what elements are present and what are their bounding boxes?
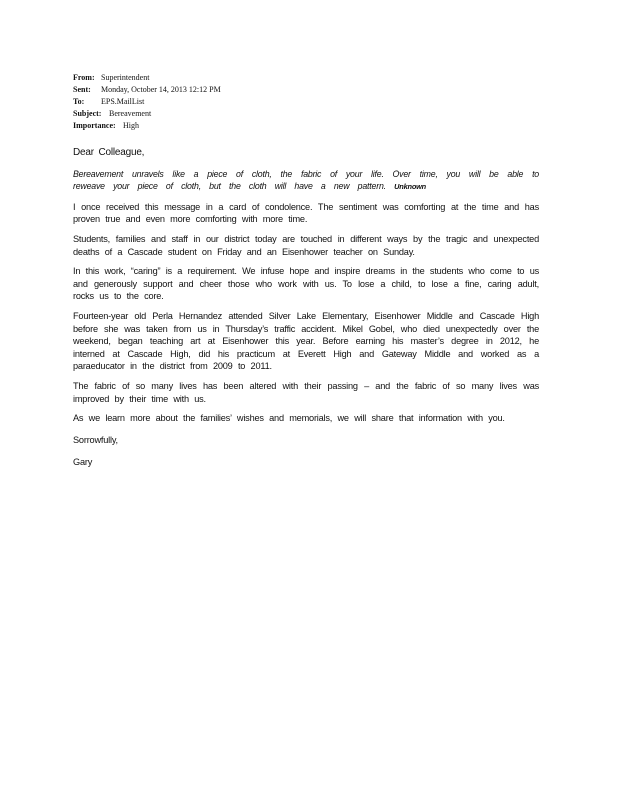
- greeting: Dear Colleague,: [73, 147, 145, 158]
- paragraph-touched: Students, families and staff in our district today are touched in different ways by the tragic and unexpected deaths of a Cascade student on Friday and an Eisenhower teacher on Sunday.: [73, 233, 539, 257]
- email-header: [73, 72, 373, 132]
- header-sent-row: [73, 84, 373, 96]
- quote-attribution: Unknown: [394, 182, 426, 192]
- paragraph-condolence: I once received this message in a card of condolence. The sentiment was comforting at the time and has proven true and even more comforting with more time.: [73, 201, 539, 225]
- sent-value: Monday, October 14, 2013 12:12 PM: [101, 85, 221, 94]
- signature: Gary: [73, 457, 93, 468]
- header-subject-row: [73, 108, 373, 120]
- importance-label: Importance:: [73, 121, 116, 130]
- opening-quote: [73, 168, 539, 194]
- letter-body: [73, 147, 539, 469]
- header-to-row: [73, 96, 373, 108]
- sent-label: Sent:: [73, 85, 91, 94]
- paragraph-caring: In this work, “caring” is a requirement. We infuse hope and inspire dreams in the students who come to us and generously support and cheer those who work with us. To lose a child, to lose a fine, caring adult, rocks us to the core.: [73, 266, 539, 302]
- closing: Sorrowfully,: [73, 434, 118, 445]
- from-value: Superintendent: [101, 73, 150, 82]
- subject-label: Subject:: [73, 109, 102, 118]
- subject-value: Bereavement: [109, 109, 152, 118]
- header-from-row: [73, 72, 373, 84]
- quote-text: Bereavement unravels like a piece of cloth, the fabric of your life. Over time, you will be able to reweave your piece of cloth, but the cloth will have a new pattern.: [73, 168, 539, 192]
- header-importance-row: [73, 120, 373, 132]
- to-value: EPS.MailList: [101, 97, 145, 106]
- paragraph-fabric: The fabric of so many lives has been altered with their passing – and the fabric of so many lives was improved by their time with us.: [73, 380, 539, 404]
- paragraph-remembrance: Fourteen-year old Perla Hernandez attended Silver Lake Elementary, Eisenhower Middle and Cascade High before she was taken from us in Thursday’s traffic accident. Mikel Gobel, who died unexpectedly over the weekend, began teaching art at Eisenhower this year. Before earning his master’s degree in 2012, he interned at Cascade High, did his practicum at Everett High and Gateway Middle and worked as a paraeducator in the district from 2009 to 2011.: [73, 310, 539, 372]
- importance-value: High: [123, 121, 139, 130]
- to-label: To:: [73, 97, 85, 106]
- paragraph-memorials: As we learn more about the families’ wishes and memorials, we will share that information with you.: [73, 413, 505, 424]
- from-label: From:: [73, 73, 95, 82]
